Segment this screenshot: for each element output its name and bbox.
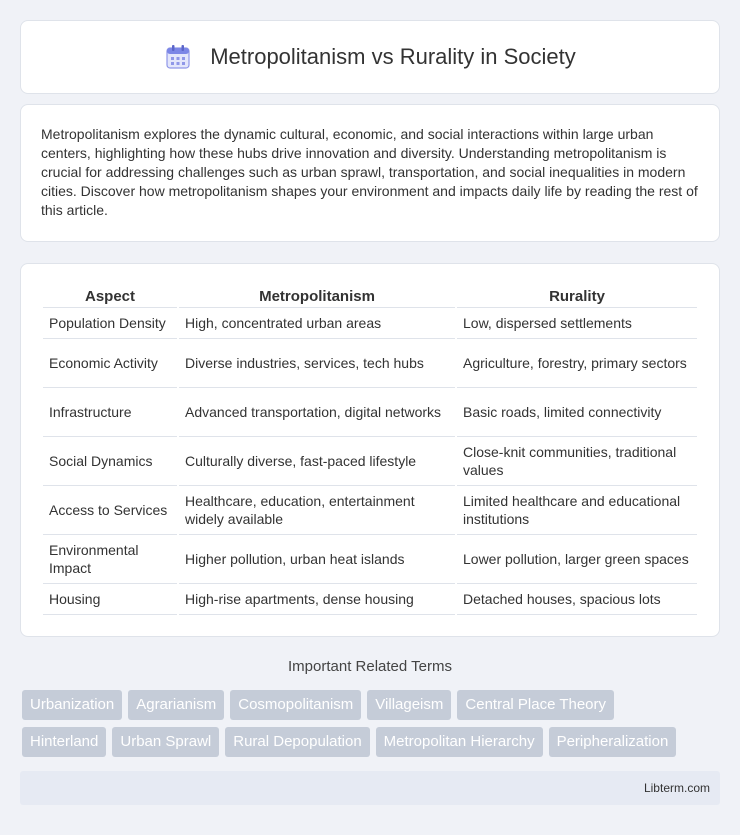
comparison-table xyxy=(41,284,699,615)
cell-rurality: Low, dispersed settlements xyxy=(457,308,697,339)
cell-aspect: Economic Activity xyxy=(43,339,177,388)
table-row xyxy=(43,437,697,486)
cell-aspect: Social Dynamics xyxy=(43,437,177,486)
tag-central-place-theory[interactable]: Central Place Theory xyxy=(457,690,614,720)
tag-villageism[interactable]: Villageism xyxy=(367,690,451,720)
table-row xyxy=(43,486,697,535)
tag-urban-sprawl[interactable]: Urban Sprawl xyxy=(112,727,219,757)
cell-rurality: Basic roads, limited connectivity xyxy=(457,388,697,437)
cell-aspect: Environmental Impact xyxy=(43,535,177,584)
cell-aspect: Population Density xyxy=(43,308,177,339)
footer xyxy=(20,771,720,805)
cell-rurality: Detached houses, spacious lots xyxy=(457,584,697,615)
cell-metropolitanism: Higher pollution, urban heat islands xyxy=(179,535,455,584)
cell-metropolitanism: Diverse industries, services, tech hubs xyxy=(179,339,455,388)
tag-rural-depopulation[interactable]: Rural Depopulation xyxy=(225,727,369,757)
cell-aspect: Housing xyxy=(43,584,177,615)
cell-metropolitanism: High, concentrated urban areas xyxy=(179,308,455,339)
header-metropolitanism: Metropolitanism xyxy=(179,284,455,308)
title-card xyxy=(20,20,720,94)
table-row xyxy=(43,388,697,437)
tag-peripheralization[interactable]: Peripheralization xyxy=(549,727,677,757)
footer-link[interactable]: Libterm.com xyxy=(643,781,710,795)
page-title: Metropolitanism vs Rurality in Society xyxy=(210,44,576,69)
tag-urbanization[interactable]: Urbanization xyxy=(22,690,122,720)
cell-rurality: Lower pollution, larger green spaces xyxy=(457,535,697,584)
tag-agrarianism[interactable]: Agrarianism xyxy=(128,690,224,720)
table-row xyxy=(43,584,697,615)
cell-metropolitanism: Culturally diverse, fast-paced lifestyle xyxy=(179,437,455,486)
table-row xyxy=(43,535,697,584)
tag-row xyxy=(22,690,722,720)
header-aspect: Aspect xyxy=(43,284,177,308)
tag-metropolitan-hierarchy[interactable]: Metropolitan Hierarchy xyxy=(376,727,543,757)
tag-hinterland[interactable]: Hinterland xyxy=(22,727,106,757)
tag-cosmopolitanism[interactable]: Cosmopolitanism xyxy=(230,690,361,720)
comparison-table-card xyxy=(20,263,720,637)
cell-metropolitanism: High-rise apartments, dense housing xyxy=(179,584,455,615)
table-row xyxy=(43,308,697,339)
cell-metropolitanism: Healthcare, education, entertainment widely available xyxy=(179,486,455,535)
tag-row xyxy=(22,727,722,757)
related-terms xyxy=(22,690,722,764)
table-row xyxy=(43,339,697,388)
table-header-row xyxy=(43,284,697,308)
cell-rurality: Agriculture, forestry, primary sectors xyxy=(457,339,697,388)
calendar-icon xyxy=(164,43,192,71)
cell-aspect: Infrastructure xyxy=(43,388,177,437)
related-terms-title: Important Related Terms xyxy=(288,658,452,675)
intro-card xyxy=(20,104,720,242)
cell-metropolitanism: Advanced transportation, digital networks xyxy=(179,388,455,437)
cell-rurality: Close-knit communities, traditional values xyxy=(457,437,697,486)
cell-aspect: Access to Services xyxy=(43,486,177,535)
cell-rurality: Limited healthcare and educational institutions xyxy=(457,486,697,535)
header-rurality: Rurality xyxy=(457,284,697,308)
intro-text: Metropolitanism explores the dynamic cultural, economic, and social interactions within large urban centers, highlighting how these hubs drive innovation and diversity. Understanding metropolitanism is crucial for addressing challenges such as urban sprawl, transportation, and social inequalities in modern cities. Discover how metropolitanism shapes your environment and impacts daily life by reading the rest of this article. xyxy=(41,126,698,218)
